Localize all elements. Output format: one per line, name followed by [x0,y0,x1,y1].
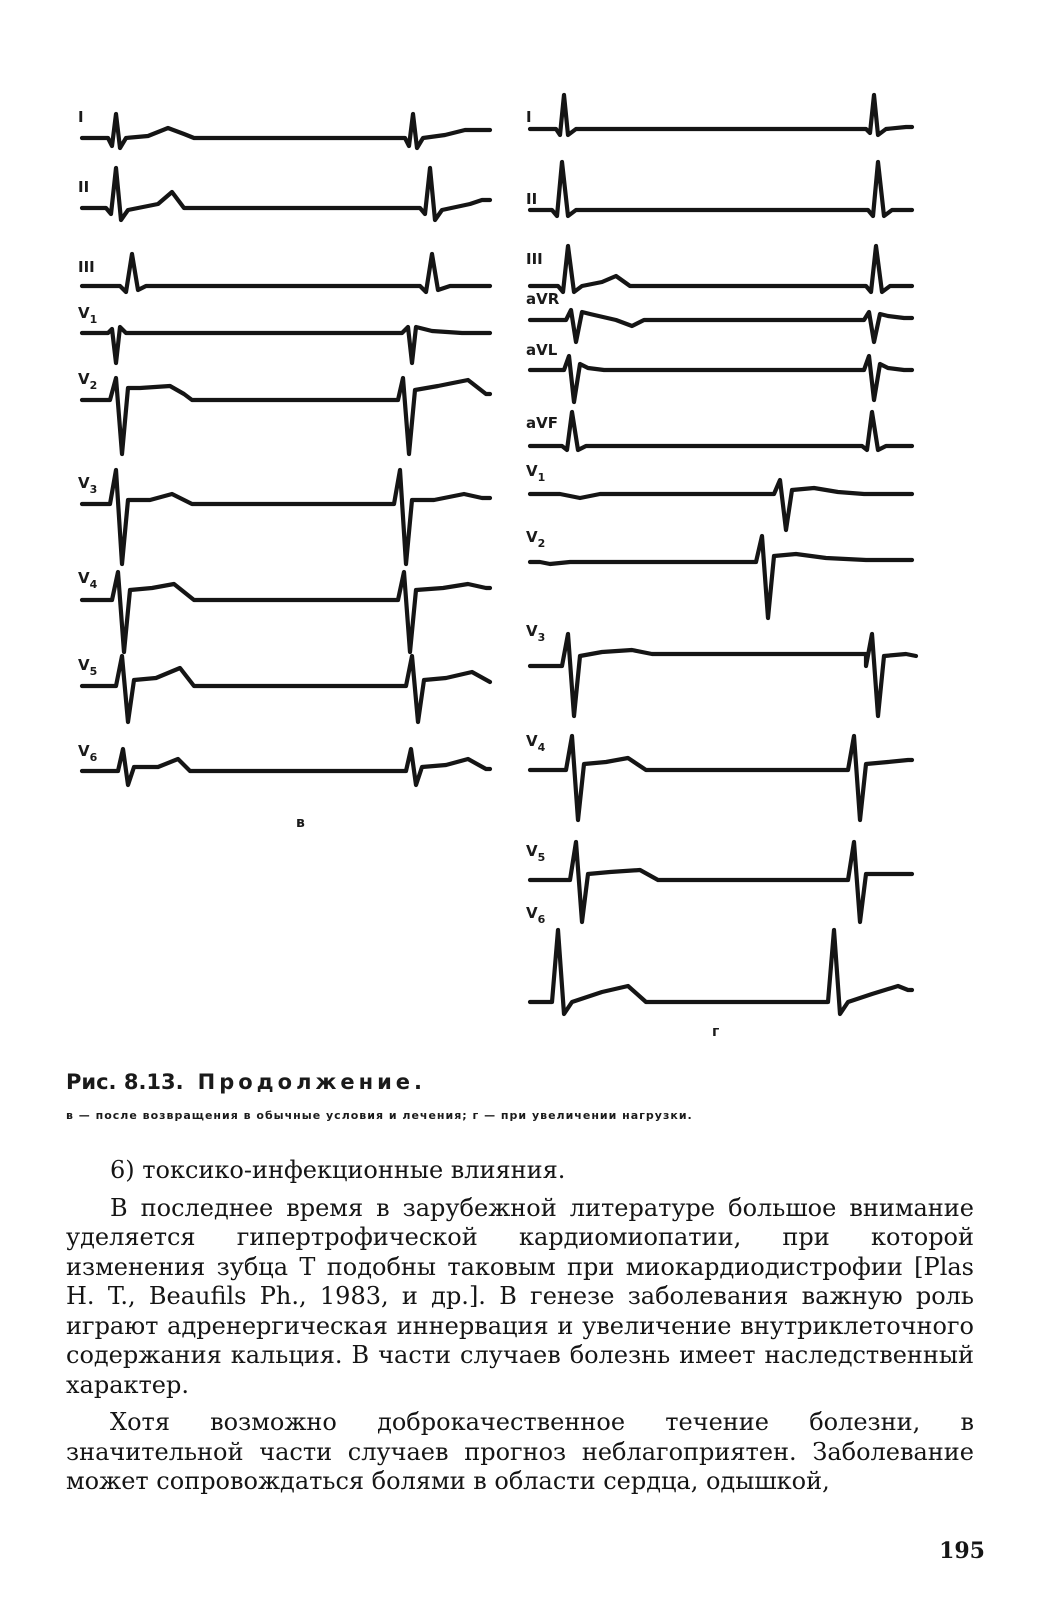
lead-label-g-avf: aVF [526,414,558,432]
panel-v-letter: в [296,815,305,831]
paragraph: 6) токсико-инфекционные влияния. [110,1156,566,1184]
lead-label-g-iii: III [526,250,543,268]
body-text [66,1156,974,1497]
lead-label-g-v3: $V_3$ [526,622,546,644]
panel-g-letter: г [712,1024,720,1040]
ecg-trace-g-avf [530,412,912,450]
lead-label-v-v1: $V_1$ [78,304,98,326]
ecg-trace-v-i [82,114,490,148]
page-number: 195 [939,1538,985,1564]
ecg-panel-g [526,95,916,1014]
ecg-trace-v-v1 [82,327,490,363]
figure-legend: в — после возвращения в обычные условия и лечения; г — при увеличении нагрузки. [66,1109,693,1122]
figure-caption-title [66,1070,426,1094]
lead-label-g-avr: aVR [526,290,560,308]
lead-label-v-v3: $V_3$ [78,474,98,496]
lead-label-g-ii: II [526,190,538,208]
lead-label-v-ii: II [78,178,90,196]
lead-label-g-v1: $V_1$ [526,462,546,484]
paragraph: Хотя возможно доброкачественное течение болезни, в значительной части случаев прогноз неблагоприятен. Заболевание может сопровождаться болями в области сердца, одышкой, [66,1408,974,1495]
ecg-trace-v-v5 [82,656,490,722]
ecg-trace-g-v1 [530,480,912,530]
lead-label-g-v5: $V_5$ [526,842,546,864]
lead-label-v-i: I [78,108,84,126]
paragraph: В последнее время в зарубежной литературе большое внимание уделяется гипертрофической кардиомиопатии, при которой изменения зубца T подобны таковым при миокардиодистрофии [Plas H. T., Beaufils Ph., 1983, и др.]. В генезе заболевания важную роль играют адренергическая иннервация и увеличение внутриклеточного содержания кальция. В части случаев болезнь имеет наследственный характер. [66,1193,974,1399]
figure-continued: Продолжение. [197,1070,427,1094]
ecg-trace-v-v6 [82,749,490,785]
figure-number: Рис. 8.13. [66,1070,184,1094]
ecg-trace-v-v2 [82,378,490,454]
ecg-trace-g-avl [530,356,912,402]
lead-label-g-v6: $V_6$ [526,904,546,926]
lead-label-v-v6: $V_6$ [78,742,98,764]
lead-label-g-i: I [526,108,532,126]
lead-label-v-v2: $V_2$ [78,370,98,392]
ecg-trace-g-avr [530,310,912,342]
ecg-trace-g-iii [530,246,912,292]
ecg-panel-v [78,108,490,785]
ecg-trace-g-v2 [530,536,912,618]
ecg-trace-v-ii [82,168,490,220]
lead-label-g-v2: $V_2$ [526,528,546,550]
ecg-trace-g-v4 [530,736,912,820]
lead-label-v-v5: $V_5$ [78,656,98,678]
ecg-trace-v-v4 [82,572,490,652]
ecg-trace-g-ii [530,162,912,216]
ecg-trace-g-v6 [530,930,912,1014]
ecg-trace-g-v5 [530,842,912,922]
lead-label-v-v4: $V_4$ [78,569,98,591]
ecg-trace-g-v3 [530,634,916,716]
lead-label-v-iii: III [78,258,95,276]
lead-label-g-avl: aVL [526,341,558,359]
ecg-trace-g-i [530,95,912,135]
ecg-trace-v-iii [82,254,490,292]
ecg-trace-v-v3 [82,470,490,564]
lead-label-g-v4: $V_4$ [526,732,546,754]
